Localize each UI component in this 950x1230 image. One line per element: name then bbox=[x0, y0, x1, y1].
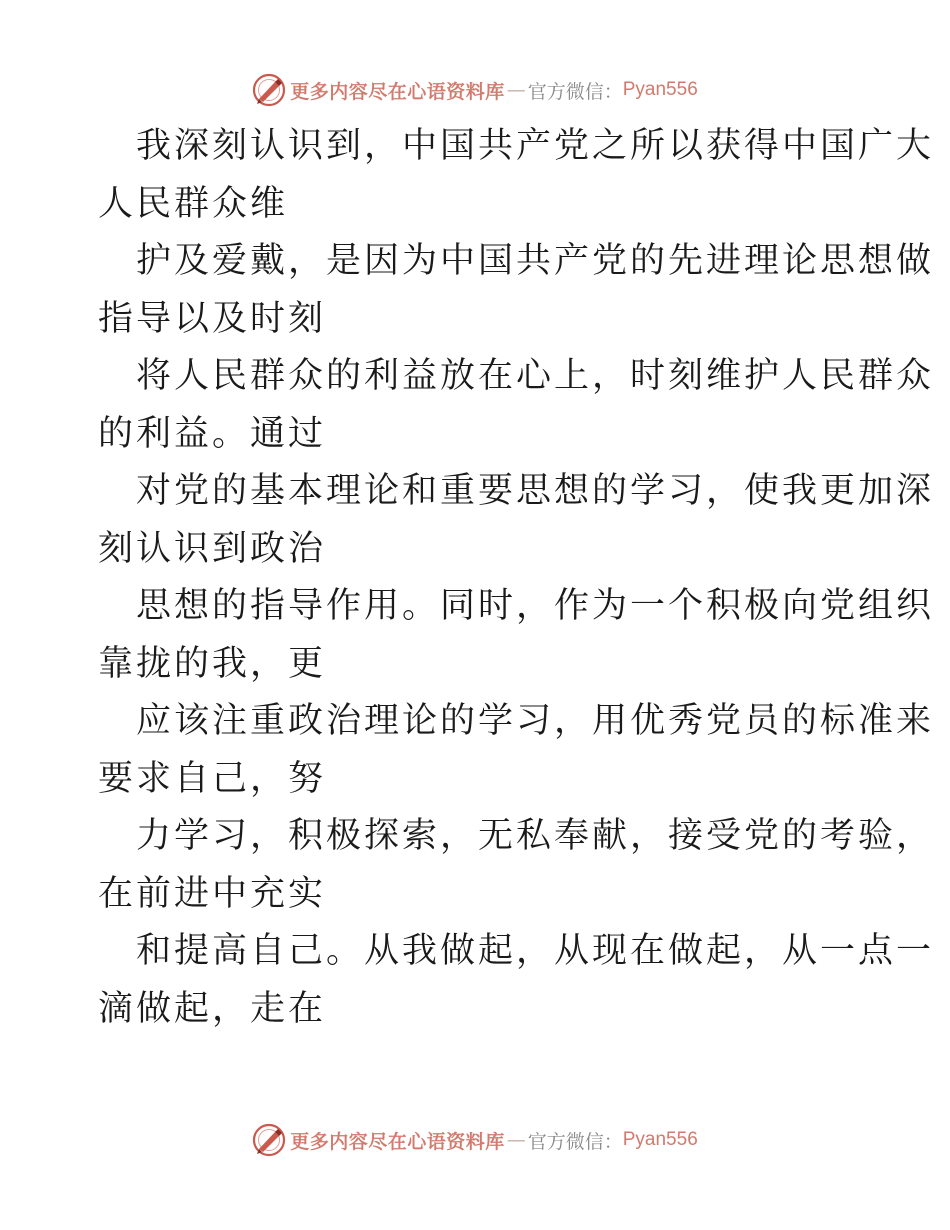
paragraph-line: 护及爱戴，是因为中国共产党的先进理论思想做 bbox=[136, 241, 935, 281]
footer-dash: — bbox=[506, 1129, 526, 1151]
pen-logo-icon bbox=[252, 1123, 286, 1157]
paragraph-6 bbox=[98, 693, 935, 808]
paragraph-line: 刻认识到政治 bbox=[98, 528, 327, 569]
paragraph-2 bbox=[98, 233, 935, 348]
paragraph-line: 靠拢的我，更 bbox=[98, 643, 327, 684]
paragraph-line: 对党的基本理论和重要思想的学习，使我更加深 bbox=[136, 471, 935, 511]
paragraph-5 bbox=[98, 578, 935, 693]
header-wechat-label: 官方微信： bbox=[527, 80, 623, 103]
header-banner bbox=[0, 70, 950, 110]
header-main-text: 更多内容尽在心语资料库 bbox=[290, 80, 505, 103]
paragraph-line: 和提高自己。从我做起，从现在做起，从一点一 bbox=[136, 931, 935, 971]
paragraph-line: 指导以及时刻 bbox=[98, 298, 327, 339]
paragraph-1 bbox=[98, 118, 935, 233]
paragraph-line: 力学习，积极探索，无私奉献，接受党的考验， bbox=[136, 816, 935, 856]
paragraph-line: 人民群众维 bbox=[98, 183, 289, 224]
paragraph-line: 滴做起，走在 bbox=[98, 988, 327, 1029]
document-body bbox=[98, 118, 935, 1038]
paragraph-line: 将人民群众的利益放在心上，时刻维护人民群众 bbox=[136, 356, 935, 396]
paragraph-4 bbox=[98, 463, 935, 578]
pen-logo-icon bbox=[252, 73, 286, 107]
paragraph-3 bbox=[98, 348, 935, 463]
footer-wechat-label: 官方微信： bbox=[527, 1130, 623, 1153]
paragraph-line: 在前进中充实 bbox=[98, 873, 327, 914]
paragraph-line: 思想的指导作用。同时，作为一个积极向党组织 bbox=[136, 586, 935, 626]
paragraph-line: 的利益。通过 bbox=[98, 413, 327, 454]
paragraph-7 bbox=[98, 808, 935, 923]
footer-banner bbox=[0, 1120, 950, 1160]
paragraph-line: 要求自己，努 bbox=[98, 758, 327, 799]
footer-wechat-id: Pyan556 bbox=[622, 1129, 698, 1150]
header-dash: — bbox=[506, 79, 526, 101]
footer-main-text: 更多内容尽在心语资料库 bbox=[290, 1130, 505, 1153]
paragraph-line: 我深刻认识到，中国共产党之所以获得中国广大 bbox=[136, 126, 935, 166]
header-wechat-id: Pyan556 bbox=[622, 79, 698, 100]
paragraph-line: 应该注重政治理论的学习，用优秀党员的标准来 bbox=[136, 701, 935, 741]
paragraph-8 bbox=[98, 923, 935, 1038]
